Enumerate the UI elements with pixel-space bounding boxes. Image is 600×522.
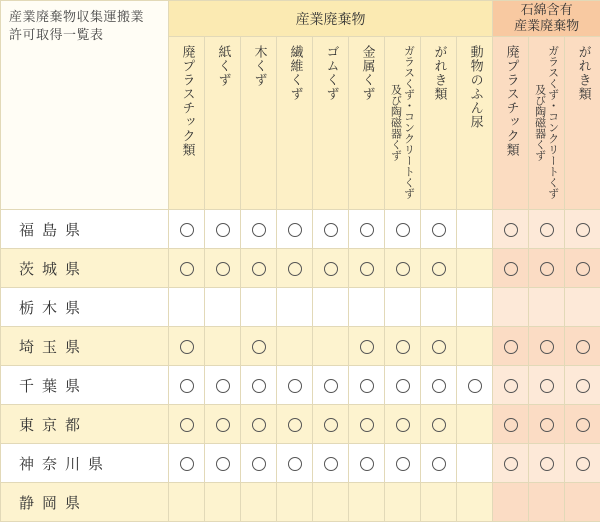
permit-circle-icon (432, 340, 446, 354)
column-header-label: ガラスくず・コンクリートくず 及び陶磁器くず (534, 45, 560, 199)
permit-cell (565, 210, 600, 249)
permit-circle-icon (432, 223, 446, 237)
permit-cell (205, 327, 241, 366)
permit-circle-icon (396, 457, 410, 471)
permit-cell (385, 444, 421, 483)
permit-circle-icon (396, 418, 410, 432)
permit-circle-icon (468, 379, 482, 393)
prefecture-cell: 埼玉県 (1, 327, 169, 366)
permit-cell (493, 327, 529, 366)
permit-cell (241, 249, 277, 288)
column-header-asbestos (529, 37, 565, 210)
prefecture-cell: 千葉県 (1, 366, 169, 405)
permit-cell (313, 327, 349, 366)
permit-cell (241, 210, 277, 249)
permit-circle-icon (288, 379, 302, 393)
permit-cell (277, 444, 313, 483)
permit-cell (529, 405, 565, 444)
permit-cell (349, 249, 385, 288)
table-row (1, 327, 600, 366)
permit-circle-icon (216, 418, 230, 432)
permit-cell (421, 444, 457, 483)
prefecture-cell: 福島県 (1, 210, 169, 249)
permit-circle-icon (504, 223, 518, 237)
column-header-label: 動物のふん尿 (468, 45, 482, 129)
permit-cell (241, 366, 277, 405)
permit-cell (169, 366, 205, 405)
permit-cell (349, 366, 385, 405)
permit-circle-icon (360, 418, 374, 432)
permit-circle-icon (216, 379, 230, 393)
permit-circle-icon (576, 457, 590, 471)
permit-cell (349, 288, 385, 327)
permit-cell (169, 288, 205, 327)
permit-circle-icon (216, 262, 230, 276)
permit-circle-icon (180, 223, 194, 237)
permit-cell (493, 288, 529, 327)
permit-cell (421, 249, 457, 288)
permit-cell (169, 483, 205, 522)
permit-cell (529, 327, 565, 366)
permit-cell (457, 366, 493, 405)
permit-cell (205, 405, 241, 444)
permit-circle-icon (396, 340, 410, 354)
permit-circle-icon (540, 223, 554, 237)
permit-cell (169, 327, 205, 366)
permit-circle-icon (360, 457, 374, 471)
permit-cell (421, 288, 457, 327)
column-header-label: 廃プラスチック類 (504, 45, 518, 157)
permit-cell (421, 366, 457, 405)
prefecture-cell: 東京都 (1, 405, 169, 444)
permit-circle-icon (576, 418, 590, 432)
permit-circle-icon (360, 262, 374, 276)
permit-cell (277, 483, 313, 522)
permit-circle-icon (324, 262, 338, 276)
permit-cell (385, 210, 421, 249)
column-header-industrial (349, 37, 385, 210)
permit-circle-icon (396, 379, 410, 393)
permit-cell (385, 405, 421, 444)
permit-cell (529, 366, 565, 405)
permit-cell (205, 483, 241, 522)
permit-cell (385, 288, 421, 327)
permit-circle-icon (324, 457, 338, 471)
permit-cell (565, 483, 600, 522)
column-header-label: ゴムくず (324, 45, 338, 101)
permit-cell (241, 327, 277, 366)
column-header-industrial (241, 37, 277, 210)
permit-cell (241, 288, 277, 327)
permit-circle-icon (216, 223, 230, 237)
table-row (1, 288, 600, 327)
permit-circle-icon (324, 418, 338, 432)
prefecture-cell: 茨城県 (1, 249, 169, 288)
column-header-label: 廃プラスチック類 (180, 45, 194, 157)
permit-cell (457, 327, 493, 366)
permit-cell (349, 210, 385, 249)
permit-cell (313, 210, 349, 249)
permit-circle-icon (288, 457, 302, 471)
permit-circle-icon (576, 379, 590, 393)
permit-cell (277, 210, 313, 249)
permit-circle-icon (504, 340, 518, 354)
permit-circle-icon (504, 457, 518, 471)
column-header-industrial (205, 37, 241, 210)
permit-circle-icon (288, 262, 302, 276)
table-body (1, 210, 600, 522)
permit-cell (493, 210, 529, 249)
column-header-industrial (313, 37, 349, 210)
permit-circle-icon (324, 223, 338, 237)
permit-circle-icon (180, 457, 194, 471)
permit-cell (169, 444, 205, 483)
permit-cell (205, 210, 241, 249)
permit-cell (493, 249, 529, 288)
column-header-label: 紙くず (216, 45, 230, 87)
permit-cell (421, 483, 457, 522)
permit-circle-icon (252, 457, 266, 471)
permit-cell (277, 288, 313, 327)
column-header-label: 繊維くず (288, 45, 302, 101)
table-title: 産業廃棄物収集運搬業 許可取得一覧表 (1, 1, 169, 210)
permit-cell (565, 249, 600, 288)
permit-cell (457, 288, 493, 327)
permit-cell (565, 327, 600, 366)
permit-circle-icon (252, 262, 266, 276)
permit-cell (169, 249, 205, 288)
permit-circle-icon (180, 379, 194, 393)
permit-circle-icon (504, 418, 518, 432)
permit-cell (241, 444, 277, 483)
table-row (1, 210, 600, 249)
column-header-industrial (169, 37, 205, 210)
permit-cell (457, 210, 493, 249)
group-header-industrial: 産業廃棄物 (169, 1, 493, 37)
permit-cell (529, 444, 565, 483)
permit-circle-icon (540, 418, 554, 432)
permit-circle-icon (432, 262, 446, 276)
permit-cell (205, 444, 241, 483)
permit-circle-icon (432, 418, 446, 432)
permit-cell (313, 405, 349, 444)
table-row (1, 405, 600, 444)
permit-circle-icon (432, 379, 446, 393)
column-header-industrial (385, 37, 421, 210)
column-header-industrial (277, 37, 313, 210)
permit-cell (277, 405, 313, 444)
table-row (1, 483, 600, 522)
permit-cell (385, 327, 421, 366)
permit-circle-icon (324, 379, 338, 393)
permit-circle-icon (180, 418, 194, 432)
permit-cell (493, 483, 529, 522)
permit-circle-icon (504, 379, 518, 393)
column-header-label: 金属くず (360, 45, 374, 101)
permit-circle-icon (504, 262, 518, 276)
permit-cell (493, 444, 529, 483)
permit-cell (313, 444, 349, 483)
permit-cell (205, 249, 241, 288)
table-row (1, 366, 600, 405)
permit-circle-icon (432, 457, 446, 471)
table-row (1, 444, 600, 483)
permit-cell (457, 405, 493, 444)
permit-cell (529, 249, 565, 288)
permit-cell (277, 366, 313, 405)
column-header-label: がれき類 (576, 45, 590, 101)
permit-cell (385, 249, 421, 288)
permit-cell (421, 327, 457, 366)
permit-cell (421, 210, 457, 249)
permit-cell (313, 249, 349, 288)
column-header-label: 木くず (252, 45, 266, 87)
permit-cell (349, 327, 385, 366)
permit-cell (277, 327, 313, 366)
permit-cell (529, 483, 565, 522)
permit-cell (565, 288, 600, 327)
permit-cell (241, 405, 277, 444)
permit-circle-icon (252, 379, 266, 393)
permit-circle-icon (216, 457, 230, 471)
permit-cell (457, 249, 493, 288)
permit-circle-icon (360, 223, 374, 237)
permit-circle-icon (396, 262, 410, 276)
permit-circle-icon (252, 340, 266, 354)
column-header-industrial (421, 37, 457, 210)
permit-cell (169, 405, 205, 444)
permit-circle-icon (180, 262, 194, 276)
permit-cell (313, 366, 349, 405)
permit-cell (529, 210, 565, 249)
permit-cell (349, 405, 385, 444)
permit-cell (529, 288, 565, 327)
permit-circle-icon (576, 223, 590, 237)
permit-circle-icon (252, 223, 266, 237)
permit-cell (493, 366, 529, 405)
permit-cell (565, 444, 600, 483)
permit-cell (313, 483, 349, 522)
permit-cell (493, 405, 529, 444)
permit-cell (205, 288, 241, 327)
permit-circle-icon (288, 223, 302, 237)
prefecture-cell: 静岡県 (1, 483, 169, 522)
permit-circle-icon (180, 340, 194, 354)
permit-cell (565, 366, 600, 405)
permit-circle-icon (576, 340, 590, 354)
permit-cell (457, 483, 493, 522)
permit-cell (385, 366, 421, 405)
column-header-asbestos (493, 37, 529, 210)
permit-cell (457, 444, 493, 483)
permit-cell (385, 483, 421, 522)
permit-circle-icon (360, 340, 374, 354)
prefecture-cell: 神奈川県 (1, 444, 169, 483)
permit-circle-icon (540, 379, 554, 393)
table-row (1, 249, 600, 288)
permit-cell (205, 366, 241, 405)
column-header-label: がれき類 (432, 45, 446, 101)
permit-circle-icon (288, 418, 302, 432)
permit-cell (241, 483, 277, 522)
permit-circle-icon (252, 418, 266, 432)
permit-circle-icon (576, 262, 590, 276)
column-header-industrial (457, 37, 493, 210)
permit-circle-icon (540, 340, 554, 354)
prefecture-cell: 栃木県 (1, 288, 169, 327)
permit-cell (277, 249, 313, 288)
permit-cell (169, 210, 205, 249)
group-header-asbestos: 石綿含有 産業廃棄物 (493, 1, 600, 37)
permit-circle-icon (540, 262, 554, 276)
permit-cell (313, 288, 349, 327)
column-header-asbestos (565, 37, 600, 210)
permit-circle-icon (540, 457, 554, 471)
permit-cell (565, 405, 600, 444)
column-header-label: ガラスくず・コンクリートくず 及び陶磁器くず (390, 45, 416, 199)
permit-cell (349, 444, 385, 483)
permit-cell (421, 405, 457, 444)
permit-circle-icon (360, 379, 374, 393)
permit-circle-icon (396, 223, 410, 237)
permit-cell (349, 483, 385, 522)
